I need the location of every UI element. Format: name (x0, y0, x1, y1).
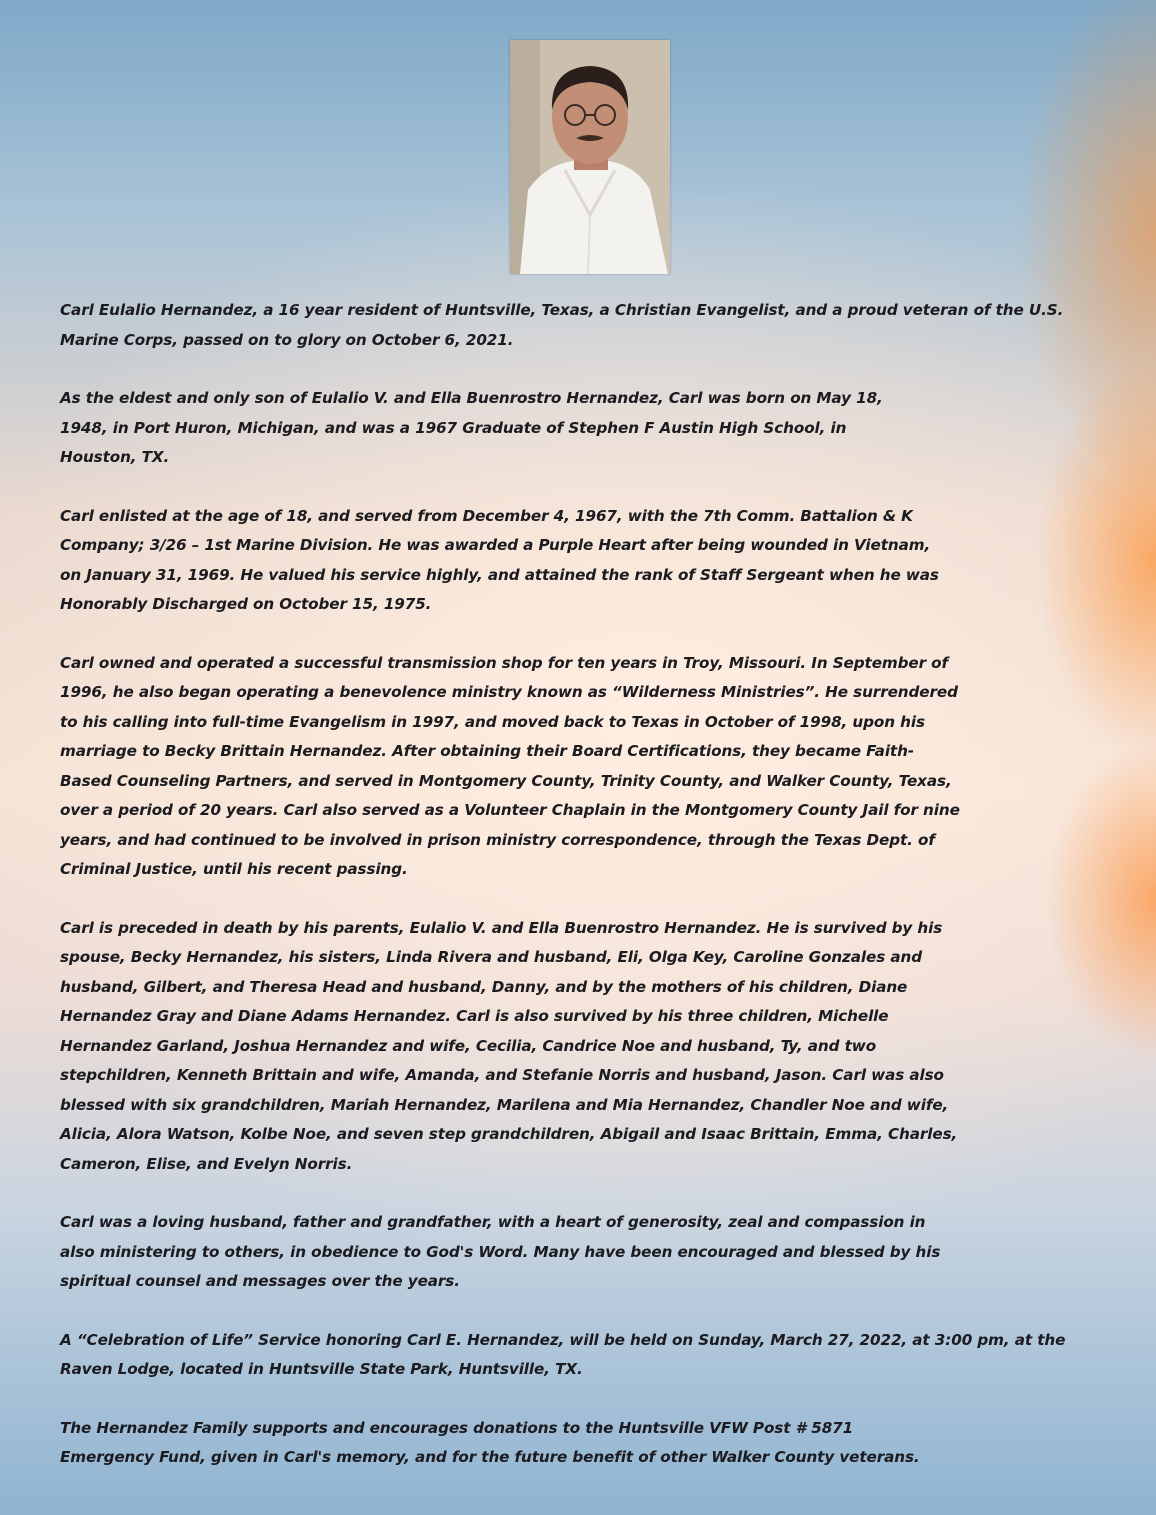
paragraph-intro: Carl Eulalio Hernandez, a 16 year resident of Huntsville, Texas, a Christian Evangelist, and a proud veteran of the U.S. Marine Corps, passed on to glory on October 6, 2021. (60, 301, 1064, 349)
paragraph-donations: The Hernandez Family supports and encourages donations to the Huntsville VFW Post # 5871 Emergency Fund, given in Carl's memory, and for the future benefit of other Walker County veterans. (60, 1418, 920, 1466)
portrait-icon (510, 40, 670, 274)
paragraph-military-service: Carl enlisted at the age of 18, and served from December 4, 1967, with the 7th Comm. Battalion & K Company; 3/26 – 1st Marine Division. He was awarded a Purple Heart after being wounded in Vietnam, on January 31, 1969. He valued his service highly, and attained the rank of Staff Sergeant when he was Honorably Discharged on October 15, 1975. (60, 506, 939, 613)
paragraph-birth: As the eldest and only son of Eulalio V. and Ella Buenrostro Hernandez, Carl was born on May 18, 1948, in Port Huron, Michigan, and was a 1967 Graduate of Stephen F Austin High School, in Houston, TX. (60, 389, 883, 466)
paragraph-character: Carl was a loving husband, father and grandfather, with a heart of generosity, zeal and compassion in also ministering to others, in obedience to God's Word. Many have been encouraged and blessed by his spiritual counsel and messages over the years. (60, 1213, 941, 1290)
portrait-photo (510, 40, 670, 274)
obituary-text (60, 296, 1110, 1502)
paragraph-family: Carl is preceded in death by his parents, Eulalio V. and Ella Buenrostro Hernandez. He is survived by his spouse, Becky Hernandez, his sisters, Linda Rivera and husband, Eli, Olga Key, Caroline Gonzales and husband, Gilbert, and Theresa Head and husband, Danny, and by the mothers of his children, Diane Hernandez Gray and Diane Adams Hernandez. Carl is also survived by his three children, Michelle Hernandez Garland, Joshua Hernandez and wife, Cecilia, Candrice Noe and husband, Ty, and two stepchildren, Kenneth Brittain and wife, Amanda, and Stefanie Norris and husband, Jason. Carl was also blessed with six grandchildren, Mariah Hernandez, Marilena and Mia Hernandez, Chandler Noe and wife, Alicia, Alora Watson, Kolbe Noe, and seven step grandchildren, Abigail and Isaac Brittain, Emma, Charles, Cameron, Elise, and Evelyn Norris. (60, 918, 958, 1173)
paragraph-service-details: A “Celebration of Life” Service honoring Carl E. Hernandez, will be held on Sunday, March 27, 2022, at 3:00 pm, at the Raven Lodge, located in Huntsville State Park, Huntsville, TX. (60, 1330, 1066, 1378)
paragraph-career-ministry: Carl owned and operated a successful transmission shop for ten years in Troy, Missouri. In September of 1996, he also began operating a benevolence ministry known as “Wilderness Ministries”. He surrendered to his calling into full-time Evangelism in 1997, and moved back to Texas in October of 1998, upon his marriage to Becky Brittain Hernandez. After obtaining their Board Certifications, they became Faith-Based Counseling Partners, and served in Montgomery County, Trinity County, and Walker County, Texas, over a period of 20 years. Carl also served as a Volunteer Chaplain in the Montgomery County Jail for nine years, and had continued to be involved in prison ministry correspondence, through the Texas Dept. of Criminal Justice, until his recent passing. (60, 653, 960, 878)
